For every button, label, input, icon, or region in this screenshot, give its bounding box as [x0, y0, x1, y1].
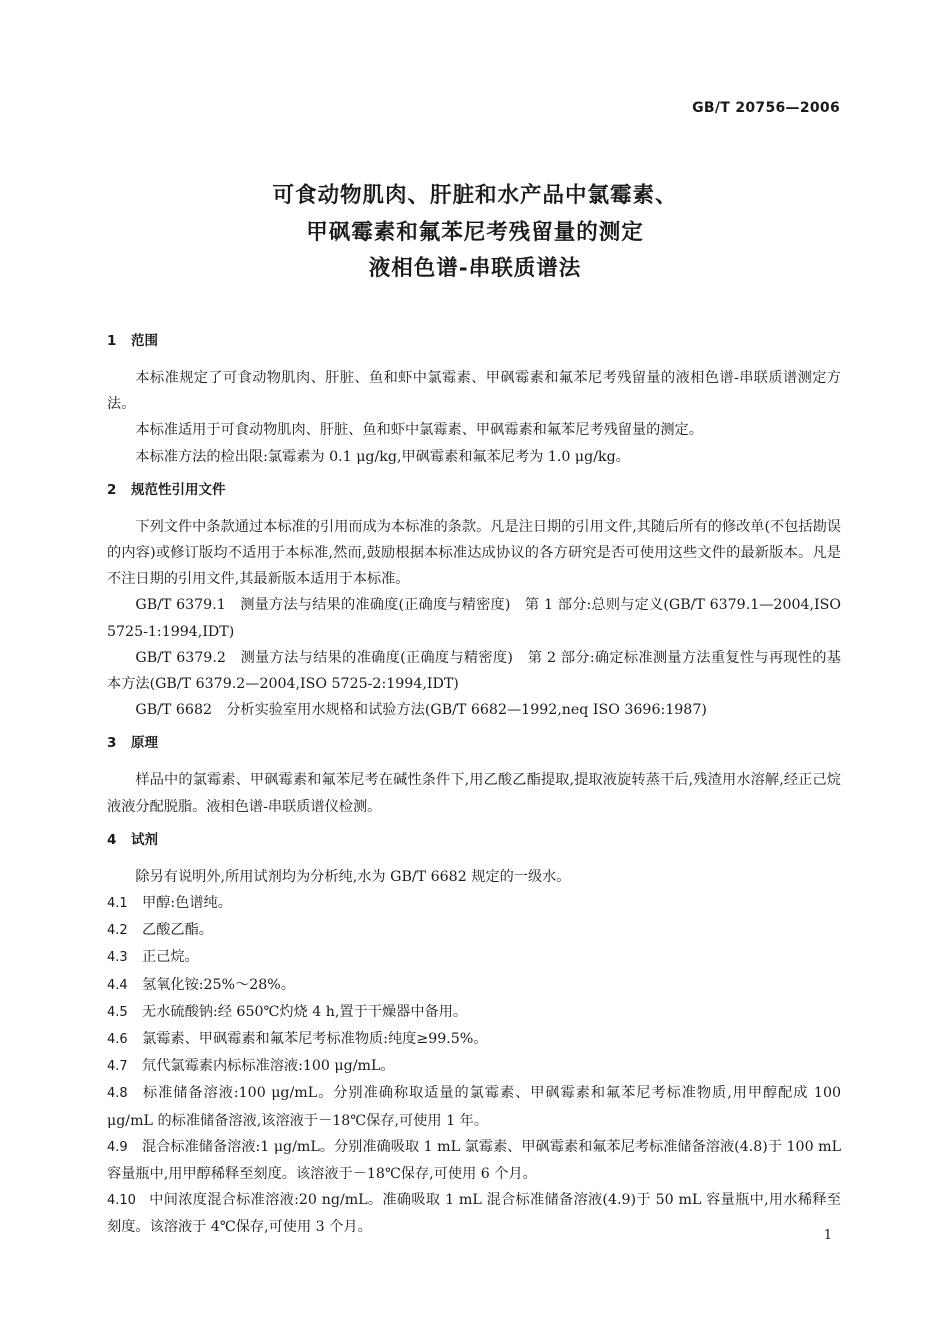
reference-entry: GB/T 6379.1 测量方法与结果的准确度(正确度与精密度) 第 1 部分:总则与定义(GB/T 6379.1—2004,ISO 5725-1:1994,IDT) [107, 597, 841, 640]
section-number: 3 [107, 735, 117, 752]
paragraph: 下列文件中条款通过本标准的引用而成为本标准的条款。凡是注日期的引用文件,其随后所有的修改单(不包括勘误的内容)或修订版均不适用于本标准,然而,鼓励根据本标准达成协议的各方研究是否可使用这些文件的最新版本。凡是不注日期的引用文件,其最新版本适用于本标准。 [107, 518, 841, 588]
reference-entry: GB/T 6379.2 测量方法与结果的准确度(正确度与精密度) 第 2 部分:确定标准测量方法重复性与再现性的基本方法(GB/T 6379.2—2004,ISO 5725-2:1994,IDT) [107, 649, 841, 693]
reagent-item [107, 944, 841, 971]
paragraph: 本标准方法的检出限:氯霉素为 0.1 μg/kg,甲砜霉素和氟苯尼考为 1.0 μg/kg。 [135, 448, 630, 465]
reagent-item [107, 972, 841, 999]
item-text: 中间浓度混合标准溶液:20 ng/mL。准确吸取 1 mL 混合标准储备溶液(4.9)于 50 mL 容量瓶中,用水稀释至刻度。该溶液于 4℃保存,可使用 3 个月。 [107, 1192, 841, 1236]
reagent-item [107, 890, 841, 917]
section-title: 试剂 [131, 831, 158, 848]
section-title: 原理 [131, 735, 158, 752]
page-number: 1 [823, 1228, 832, 1243]
section-heading-scope [107, 331, 841, 357]
paragraph: 本标准适用于可食动物肌肉、肝脏、鱼和虾中氯霉素、甲砜霉素和氟苯尼考残留量的测定。 [135, 422, 703, 439]
item-text: 氘代氯霉素内标标准溶液:100 μg/mL。 [142, 1058, 395, 1075]
item-text: 混合标准储备溶液:1 μg/mL。分别准确吸取 1 mL 氯霉素、甲砜霉素和氟苯尼考标准储备溶液(4.8)于 100 mL 容量瓶中,用甲醇稀释至刻度。该溶液于－18℃保存,可使用 6 个月。 [107, 1138, 841, 1183]
reagent-item [107, 917, 841, 944]
document-body [107, 331, 841, 1241]
standard-code: GB/T 20756—2006 [692, 100, 840, 116]
reagent-item [107, 1134, 841, 1187]
item-text: 氢氧化铵:25%～28%。 [142, 976, 295, 993]
item-number: 4.7 [107, 1059, 128, 1075]
item-number: 4.2 [107, 923, 128, 939]
item-number: 4.9 [107, 1139, 128, 1155]
reference-entry: GB/T 6682 分析实验室用水规格和试验方法(GB/T 6682—1992,neq ISO 3696:1987) [135, 702, 707, 719]
section-number: 4 [107, 831, 117, 848]
item-text: 氯霉素、甲砜霉素和氟苯尼考标准物质:纯度≥99.5%。 [142, 1031, 488, 1048]
paragraph: 本标准规定了可食动物肌肉、肝脏、鱼和虾中氯霉素、甲砜霉素和氟苯尼考残留量的液相色谱-串联质谱测定方法。 [107, 370, 841, 413]
reagent-item [107, 1187, 841, 1240]
item-number: 4.4 [107, 977, 128, 993]
item-text: 甲醇:色谱纯。 [142, 895, 232, 912]
reagent-item [107, 1080, 841, 1133]
item-number: 4.1 [107, 896, 128, 912]
paragraph: 除另有说明外,所用试剂均为分析纯,水为 GB/T 6682 规定的一级水。 [135, 868, 571, 885]
section-number: 1 [107, 333, 117, 349]
title-line-1: 可食动物肌肉、肝脏和水产品中氯霉素、 [272, 183, 678, 208]
item-text: 标准储备溶液:100 μg/mL。分别准确称取适量的氯霉素、甲砜霉素和氟苯尼考标准物质,用甲醇配成 100 μg/mL 的标准储备溶液,该溶液于－18℃保存,可使用 1 年。 [107, 1085, 841, 1129]
reagent-item [107, 1053, 841, 1080]
item-text: 正己烷。 [142, 949, 199, 966]
item-number: 4.5 [107, 1004, 128, 1020]
item-text: 乙酸乙酯。 [142, 922, 213, 939]
section-title: 范围 [131, 333, 158, 349]
item-number: 4.8 [107, 1086, 128, 1102]
paragraph: 样品中的氯霉素、甲砜霉素和氟苯尼考在碱性条件下,用乙酸乙酯提取,提取液旋转蒸干后,残渣用水溶解,经正己烷液液分配脱脂。液相色谱-串联质谱仪检测。 [107, 772, 841, 815]
document-title [0, 178, 950, 288]
section-heading-reagents [107, 830, 841, 856]
item-number: 4.3 [107, 950, 128, 966]
item-text: 无水硫酸钠:经 650℃灼烧 4 h,置于干燥器中备用。 [142, 1003, 468, 1020]
section-number: 2 [107, 481, 117, 498]
title-line-2: 甲砜霉素和氟苯尼考残留量的测定 [306, 219, 644, 245]
section-title: 规范性引用文件 [131, 481, 226, 498]
section-heading-principle [107, 733, 841, 759]
item-number: 4.10 [107, 1193, 136, 1209]
section-heading-normative-references [107, 480, 841, 506]
reagent-item [107, 999, 841, 1026]
reagent-item [107, 1026, 841, 1053]
item-number: 4.6 [107, 1032, 128, 1048]
title-line-3: 液相色谱-串联质谱法 [368, 256, 582, 281]
